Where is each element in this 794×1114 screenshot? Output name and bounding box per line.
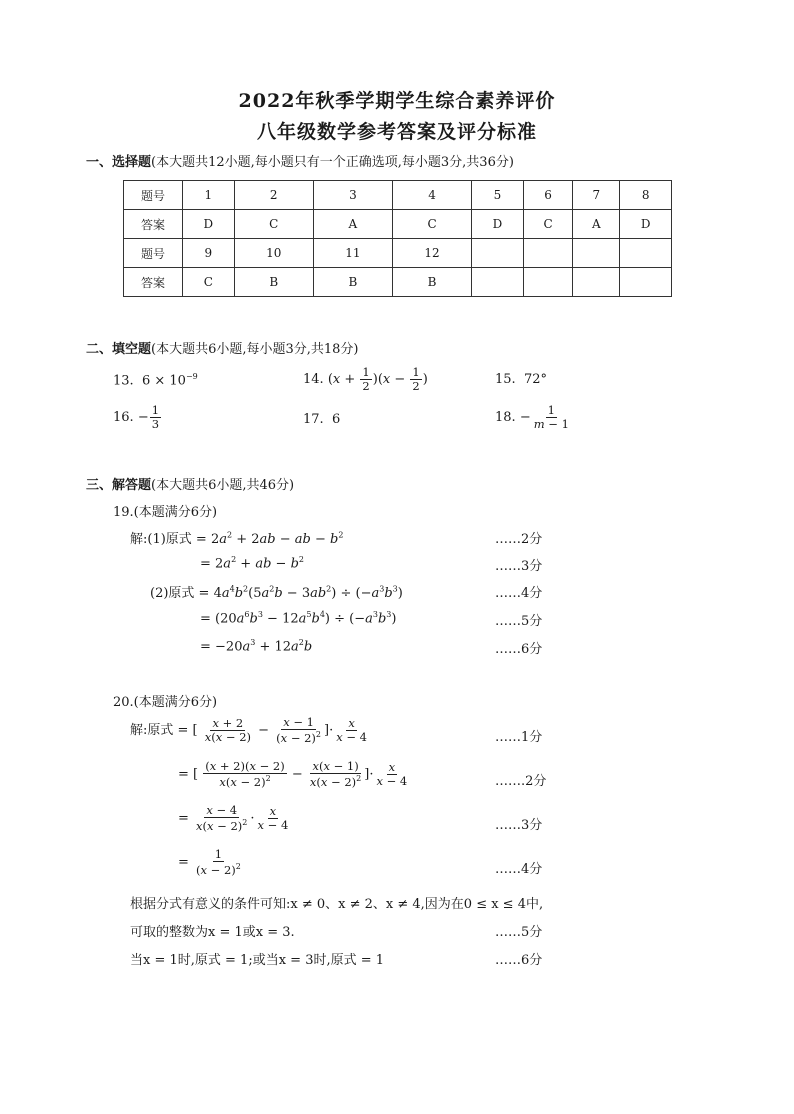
table-cell: 10	[234, 239, 313, 268]
q19-points-3: ……4分	[495, 586, 543, 601]
table-cell: D	[183, 210, 235, 239]
q19-points-4: ……5分	[495, 614, 543, 629]
table-row	[124, 210, 672, 239]
table-cell: 8	[620, 181, 672, 210]
question-label: 题号	[124, 181, 183, 210]
answer-14: 14. (x + $\frac{1}{2}$ )(x − $\frac{1}{2}$ )	[303, 365, 428, 394]
table-cell	[523, 268, 573, 297]
table-cell	[573, 268, 620, 297]
section1-heading	[86, 151, 514, 170]
section3-name: 三、解答题	[86, 478, 152, 493]
table-cell: D	[620, 210, 672, 239]
table-cell: 9	[183, 239, 235, 268]
section2-heading	[86, 338, 359, 357]
q20-step-4: = $\frac{1}{(x - 2)^2}$	[178, 847, 241, 878]
table-row	[124, 181, 672, 210]
table-cell	[573, 239, 620, 268]
q20-step-3: = $\frac{x - 4}{x(x - 2)^2}$ · $\frac{x}{x - 4}$	[178, 803, 289, 834]
section2-name: 二、填空题	[86, 342, 152, 357]
section1-name: 一、选择题	[86, 155, 152, 170]
table-cell	[620, 239, 672, 268]
table-cell: C	[392, 210, 471, 239]
table-cell: C	[234, 210, 313, 239]
table-cell	[620, 268, 672, 297]
table-cell: 6	[523, 181, 573, 210]
answer-label: 答案	[124, 210, 183, 239]
q19-points-5: ……6分	[495, 642, 543, 657]
table-cell: D	[472, 210, 524, 239]
title-line-2: 八年级数学参考答案及评分标准	[256, 121, 537, 143]
section1-note: (本大题共12小题,每小题只有一个正确选项,每小题3分,共36分)	[151, 155, 514, 170]
table-cell: 11	[313, 239, 392, 268]
table-cell: A	[313, 210, 392, 239]
table-row	[124, 268, 672, 297]
answer-table	[123, 180, 672, 297]
table-cell: A	[573, 210, 620, 239]
q19-step-3: (2)原式 = $4a^4b^2(5a^2b - 3ab^2) \div (-a^3b^3)$	[150, 584, 403, 601]
q20-points-4: ……4分	[495, 862, 543, 877]
q20-step-1: 解:原式 = [ $\frac{x + 2}{x(x - 2)}$ − $\frac{x - 1}{(x - 2)^2}$ ]· $\frac{x}{x - 4}$	[130, 715, 367, 746]
section3-heading	[86, 474, 294, 493]
q20-heading: 20.(本题满分6分)	[113, 695, 218, 710]
q19-step-5: = $-20a^3 + 12a^2b$	[200, 638, 313, 655]
q20-points-2: …….2分	[495, 774, 547, 789]
q20-text-2: 可取的整数为x = 1或x = 3.	[130, 925, 295, 940]
table-cell: B	[313, 268, 392, 297]
answer-15: 15. 72°	[495, 372, 547, 387]
q20-points-5: ……5分	[495, 925, 543, 940]
answer-17: 17. 6	[303, 412, 341, 427]
table-cell: 4	[392, 181, 471, 210]
table-cell: 2	[234, 181, 313, 210]
table-cell	[472, 268, 524, 297]
section2-note: (本大题共6小题,每小题3分,共18分)	[151, 342, 359, 357]
table-cell: 7	[573, 181, 620, 210]
answer-16: 16. − $\frac{1}{3}$	[113, 403, 160, 432]
section3-note: (本大题共6小题,共46分)	[151, 478, 295, 493]
table-cell: 12	[392, 239, 471, 268]
title-line-1: 2022年秋季学期学生综合素养评价	[238, 90, 556, 112]
answer-18: 18. − $\frac{1}{m - 1}$	[495, 403, 569, 432]
table-cell: 1	[183, 181, 235, 210]
table-cell	[472, 239, 524, 268]
table-cell: C	[183, 268, 235, 297]
q19-step-4: = $(20a^6b^3 - 12a^5b^4) \div (-a^3b^3)$	[200, 610, 397, 627]
table-cell: B	[234, 268, 313, 297]
q20-text-1: 根据分式有意义的条件可知:x ≠ 0、x ≠ 2、x ≠ 4,因为在0 ≤ x ≤ 4中,	[130, 897, 544, 912]
table-cell: B	[392, 268, 471, 297]
table-cell	[523, 239, 573, 268]
q19-points-2: ……3分	[495, 559, 543, 574]
q19-step-2: = $2a^2$ + ab − $b^2$	[200, 555, 304, 572]
q20-text-3: 当x = 1时,原式 = 1;或当x = 3时,原式 = 1	[130, 953, 385, 968]
q19-points-1: ……2分	[495, 532, 543, 547]
table-cell: 5	[472, 181, 524, 210]
q19-step-1: 解:(1)原式 = $2a^2 + 2ab$ − ab − $b^2$	[130, 530, 344, 547]
table-cell: C	[523, 210, 573, 239]
answer-13: 13. $6 \times 10^{-9}$	[113, 372, 198, 389]
table-row	[124, 239, 672, 268]
q20-points-3: ……3分	[495, 818, 543, 833]
table-cell: 3	[313, 181, 392, 210]
answer-label: 答案	[124, 268, 183, 297]
q19-heading: 19.(本题满分6分)	[113, 505, 218, 520]
q20-step-2: = [ $\frac{(x + 2)(x - 2)}{x(x - 2)^2}$ − $\frac{x(x - 1)}{x(x - 2)^2}$ ]· $\frac{x}{x - 4}$	[178, 759, 408, 790]
q20-points-6: ……6分	[495, 953, 543, 968]
question-label: 题号	[124, 239, 183, 268]
q20-points-1: ……1分	[495, 730, 543, 745]
